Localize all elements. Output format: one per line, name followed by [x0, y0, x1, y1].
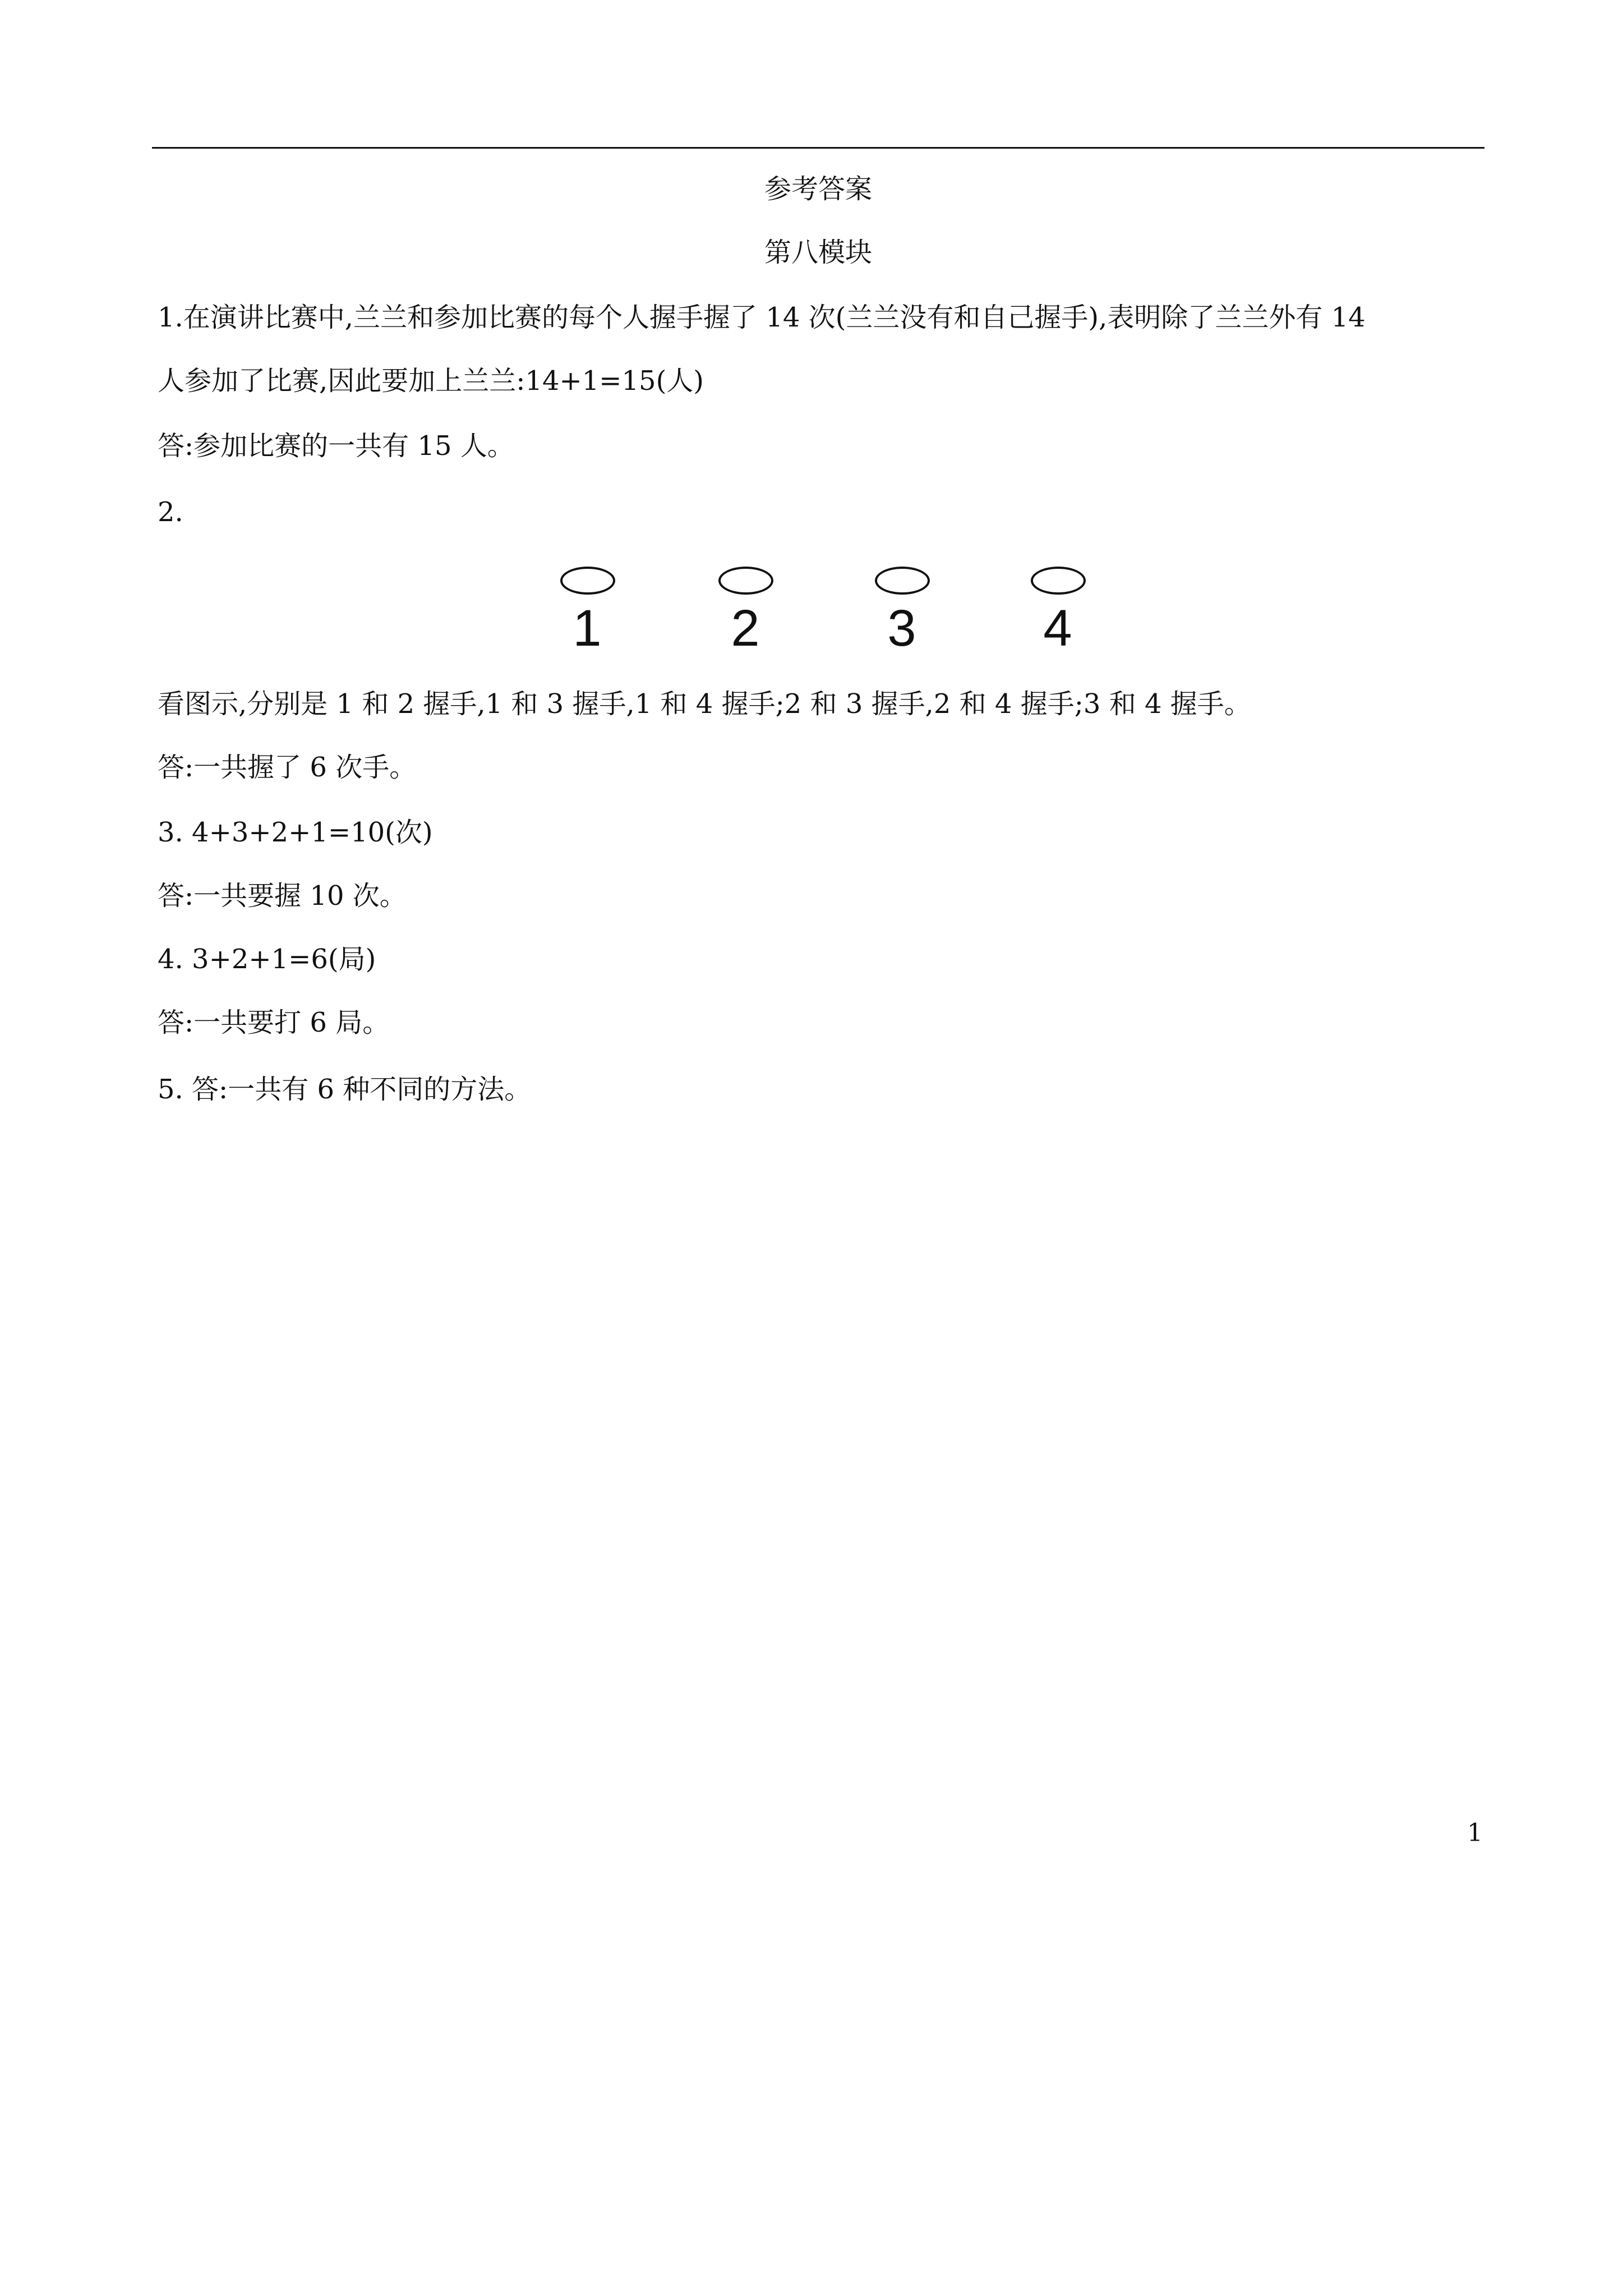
oval-shape: [718, 567, 773, 595]
q1-answer: 答:参加比赛的一共有 15 人。: [158, 430, 514, 462]
q2-label: 2.: [158, 496, 183, 528]
module-title: 第八模块: [764, 237, 872, 268]
person-label-3: 3: [887, 600, 916, 657]
person-label-1: 1: [573, 600, 602, 657]
q4-formula: 4. 3+2+1=6(局): [158, 944, 376, 975]
q2-answer: 答:一共握了 6 次手。: [158, 752, 417, 783]
q1-text-line2: 人参加了比赛,因此要加上兰兰:14+1=15(人): [158, 365, 704, 397]
oval-shape: [560, 567, 615, 595]
oval-shape: [875, 567, 930, 595]
person-label-4: 4: [1043, 600, 1072, 657]
person-label-2: 2: [731, 600, 760, 657]
q4-answer: 答:一共要打 6 局。: [158, 1007, 390, 1038]
oval-shape: [1031, 567, 1086, 595]
header-rule: [152, 147, 1484, 149]
q1-text-line1: 1.在演讲比赛中,兰兰和参加比赛的每个人握手握了 14 次(兰兰没有和自己握手),表明除了兰兰外有 14: [158, 302, 1366, 333]
page-title: 参考答案: [764, 173, 872, 205]
page-number: 1: [1467, 1819, 1483, 1847]
handshake-figure: [0, 0, 1623, 673]
q3-answer: 答:一共要握 10 次。: [158, 880, 407, 912]
q2-explanation: 看图示,分别是 1 和 2 握手,1 和 3 握手,1 和 4 握手;2 和 3 握手,2 和 4 握手;3 和 4 握手。: [158, 688, 1251, 720]
q3-formula: 3. 4+3+2+1=10(次): [158, 817, 433, 848]
q5-answer: 5. 答:一共有 6 种不同的方法。: [158, 1074, 532, 1105]
